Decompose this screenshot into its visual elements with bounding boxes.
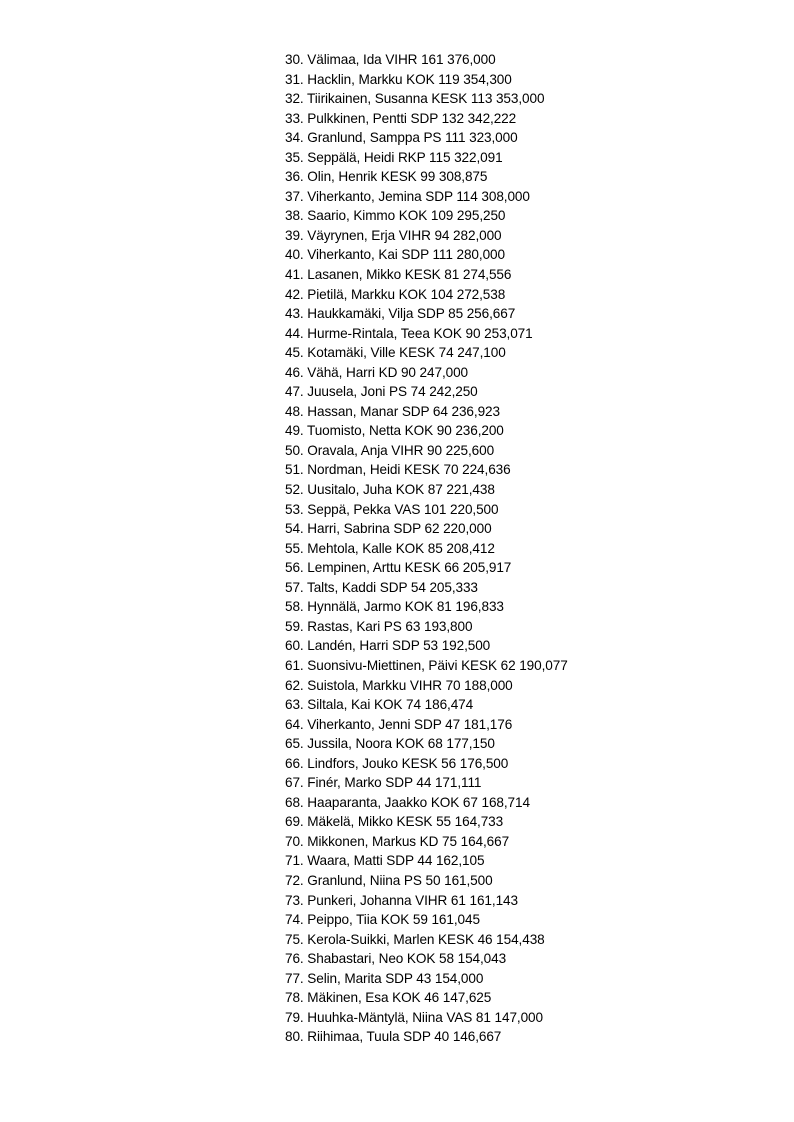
list-item: 69. Mäkelä, Mikko KESK 55 164,733 <box>285 814 504 830</box>
list-item: 64. Viherkanto, Jenni SDP 47 181,176 <box>285 716 513 732</box>
list-item: 80. Riihimaa, Tuula SDP 40 146,667 <box>285 1029 502 1045</box>
list-item: 51. Nordman, Heidi KESK 70 224,636 <box>285 462 511 478</box>
list-item: 43. Haukkamäki, Vilja SDP 85 256,667 <box>285 306 516 322</box>
list-item: 30. Välimaa, Ida VIHR 161 376,000 <box>285 52 496 67</box>
list-item: 65. Jussila, Noora KOK 68 177,150 <box>285 736 495 752</box>
ranked-candidate-list <box>285 50 568 1047</box>
list-item: 52. Uusitalo, Juha KOK 87 221,438 <box>285 482 495 498</box>
list-item: 62. Suistola, Markku VIHR 70 188,000 <box>285 677 513 693</box>
list-item: 36. Olin, Henrik KESK 99 308,875 <box>285 169 488 185</box>
list-item: 55. Mehtola, Kalle KOK 85 208,412 <box>285 540 495 556</box>
list-item: 35. Seppälä, Heidi RKP 115 322,091 <box>285 149 503 165</box>
list-item: 78. Mäkinen, Esa KOK 46 147,625 <box>285 990 492 1006</box>
list-item: 47. Juusela, Joni PS 74 242,250 <box>285 384 478 400</box>
list-item: 37. Viherkanto, Jemina SDP 114 308,000 <box>285 188 530 204</box>
list-item: 76. Shabastari, Neo KOK 58 154,043 <box>285 951 507 967</box>
list-item: 77. Selin, Marita SDP 43 154,000 <box>285 970 484 986</box>
list-item: 71. Waara, Matti SDP 44 162,105 <box>285 853 485 869</box>
list-item: 75. Kerola-Suikki, Marlen KESK 46 154,438 <box>285 931 545 947</box>
list-item: 44. Hurme-Rintala, Teea KOK 90 253,071 <box>285 325 533 341</box>
list-item: 53. Seppä, Pekka VAS 101 220,500 <box>285 501 499 517</box>
list-item: 38. Saario, Kimmo KOK 109 295,250 <box>285 208 506 224</box>
list-item: 59. Rastas, Kari PS 63 193,800 <box>285 618 473 634</box>
list-item: 66. Lindfors, Jouko KESK 56 176,500 <box>285 755 509 771</box>
list-item: 54. Harri, Sabrina SDP 62 220,000 <box>285 521 492 537</box>
list-item: 57. Talts, Kaddi SDP 54 205,333 <box>285 579 478 595</box>
list-item: 50. Oravala, Anja VIHR 90 225,600 <box>285 442 495 458</box>
list-item: 48. Hassan, Manar SDP 64 236,923 <box>285 403 500 419</box>
list-item: 63. Siltala, Kai KOK 74 186,474 <box>285 697 474 713</box>
list-item: 40. Viherkanto, Kai SDP 111 280,000 <box>285 247 505 263</box>
list-item: 73. Punkeri, Johanna VIHR 61 161,143 <box>285 892 518 908</box>
list-item: 49. Tuomisto, Netta KOK 90 236,200 <box>285 423 504 439</box>
list-item: 60. Landén, Harri SDP 53 192,500 <box>285 638 491 654</box>
list-item: 45. Kotamäki, Ville KESK 74 247,100 <box>285 345 506 361</box>
list-item: 56. Lempinen, Arttu KESK 66 205,917 <box>285 560 512 576</box>
list-item: 31. Hacklin, Markku KOK 119 354,300 <box>285 71 512 87</box>
list-item: 41. Lasanen, Mikko KESK 81 274,556 <box>285 267 512 283</box>
list-item: 67. Finér, Marko SDP 44 171,111 <box>285 775 482 791</box>
list-item: 58. Hynnälä, Jarmo KOK 81 196,833 <box>285 599 504 615</box>
list-item: 46. Vähä, Harri KD 90 247,000 <box>285 364 468 380</box>
list-item: 72. Granlund, Niina PS 50 161,500 <box>285 872 493 888</box>
list-item: 61. Suonsivu-Miettinen, Päivi KESK 62 190,077 <box>285 657 568 673</box>
list-item: 32. Tiirikainen, Susanna KESK 113 353,000 <box>285 91 545 107</box>
list-item: 79. Huuhka-Mäntylä, Niina VAS 81 147,000 <box>285 1009 543 1025</box>
list-item: 70. Mikkonen, Markus KD 75 164,667 <box>285 833 510 849</box>
list-item: 42. Pietilä, Markku KOK 104 272,538 <box>285 286 506 302</box>
list-item: 74. Peippo, Tiia KOK 59 161,045 <box>285 912 480 928</box>
list-item: 39. Väyrynen, Erja VIHR 94 282,000 <box>285 227 502 243</box>
list-item: 34. Granlund, Samppa PS 111 323,000 <box>285 130 518 146</box>
list-item: 68. Haaparanta, Jaakko KOK 67 168,714 <box>285 794 530 810</box>
list-item: 33. Pulkkinen, Pentti SDP 132 342,222 <box>285 110 517 126</box>
